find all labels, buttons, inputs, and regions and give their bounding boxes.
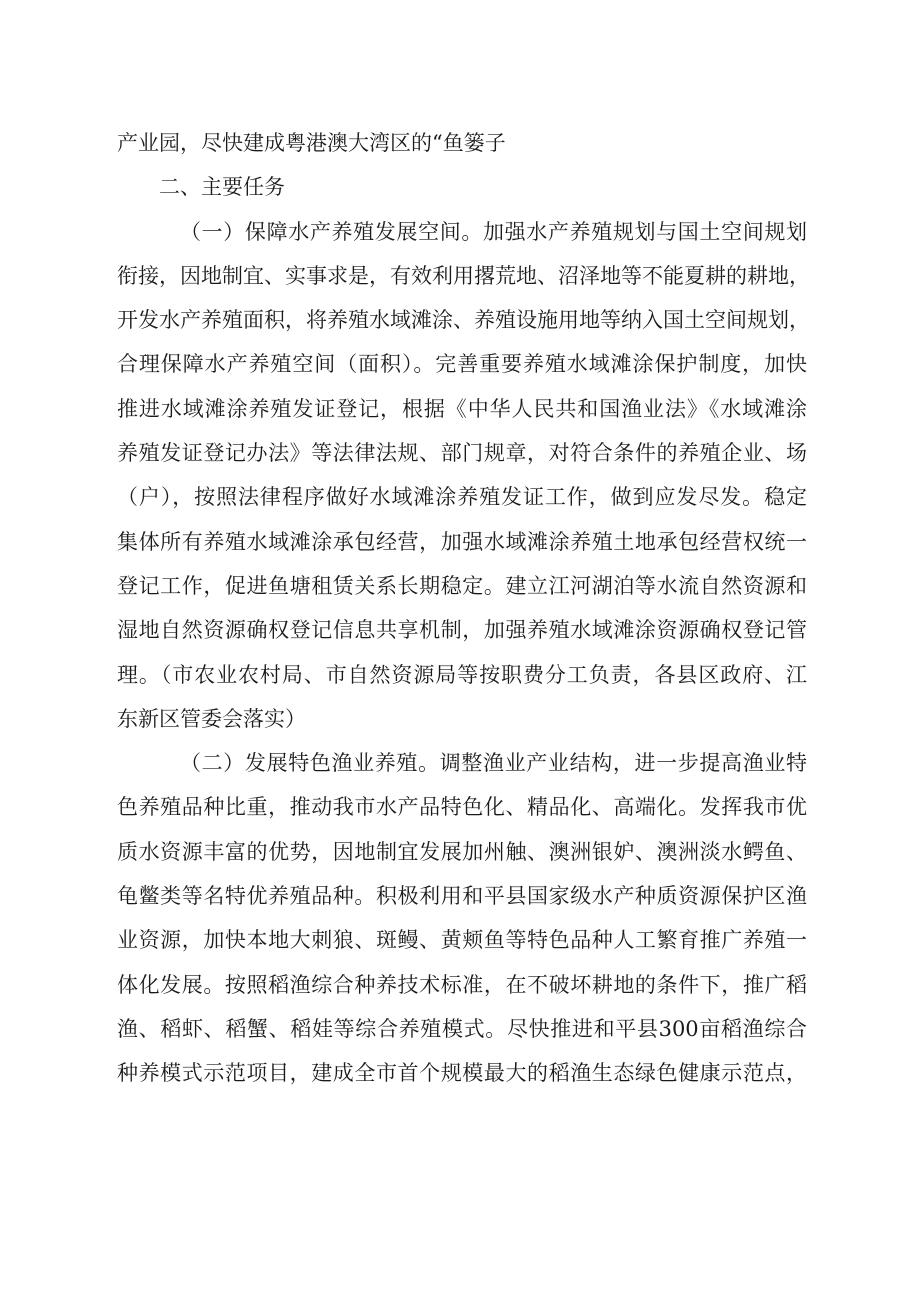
text-line: 理。（市农业农村局、市自然资源局等按职费分工负责，各县区政府、江 [117,662,807,687]
text-line: 业资源，加快本地大刺狼、斑鳗、黄颊鱼等特色品种人工繁育推广养殖一 [117,928,807,953]
paragraph-1-first-line: （一）保障水产养殖发展空间。加强水产养殖规划与国土空间规划 [180,219,807,244]
text-line: （户），按照法律程序做好水域滩涂养殖发证工作，做到应发尽发。稳定 [117,485,807,510]
text-line: 衔接，因地制宜、实事求是，有效利用撂荒地、沼泽地等不能夏耕的耕地， [117,263,810,288]
text-line: 湿地自然资源确权登记信息共享机制，加强养殖水域滩涂资源确权登记管 [117,618,807,643]
text-line: 合理保障水产养殖空间（面积）。完善重要养殖水域滩涂保护制度，加快 [117,352,807,377]
section-heading: 二、主要任务 [159,175,285,200]
paragraph-2-first-line: （二）发展特色渔业养殖。调整渔业产业结构，进一步提高渔业特 [180,751,807,776]
text-line: 产业园，尽快建成粤港澳大湾区的“鱼篓子 [117,131,506,155]
text-line: 开发水产养殖面积，将养殖水域滩涂、养殖设施用地等纳入国土空间规划， [117,308,810,333]
text-line: 推进水域滩涂养殖发证登记，根据《中华人民共和国渔业法》《水域滩涂 [117,396,807,421]
body-text [117,121,810,1096]
text-line: 登记工作，促进鱼塘租赁关系长期稳定。建立江河湖泊等水流自然资源和 [117,573,807,598]
text-line: 体化发展。按照稻渔综合种养技术标准，在不破坏耕地的条件下，推广稻 [117,972,807,997]
text-line: 东新区管委会落实） [117,706,306,731]
text-line: 种养模式示范项目，建成全市首个规模最大的稻渔生态绿色健康示范点， [117,1061,807,1086]
text-line: 色养殖品种比重，推动我市水产品特色化、精品化、高端化。发挥我市优 [117,795,807,820]
text-line: 养殖发证登记办法》等法律法规、部门规章，对符合条件的养殖企业、场 [117,441,807,466]
text-line: 质水资源丰富的优势，因地制宜发展加州触、澳洲银妒、澳洲淡水鳄鱼、 [117,839,807,864]
text-line: 集体所有养殖水域滩涂承包经营，加强水域滩涂养殖土地承包经营权统一 [117,529,807,554]
text-line: 龟鳖类等名特优养殖品种。积极利用和平县国家级水产种质资源保护区渔 [117,884,807,909]
text-line: 渔、稻虾、稻蟹、稻娃等综合养殖模式。尽快推进和平县300亩稻渔综合 [117,1016,807,1041]
